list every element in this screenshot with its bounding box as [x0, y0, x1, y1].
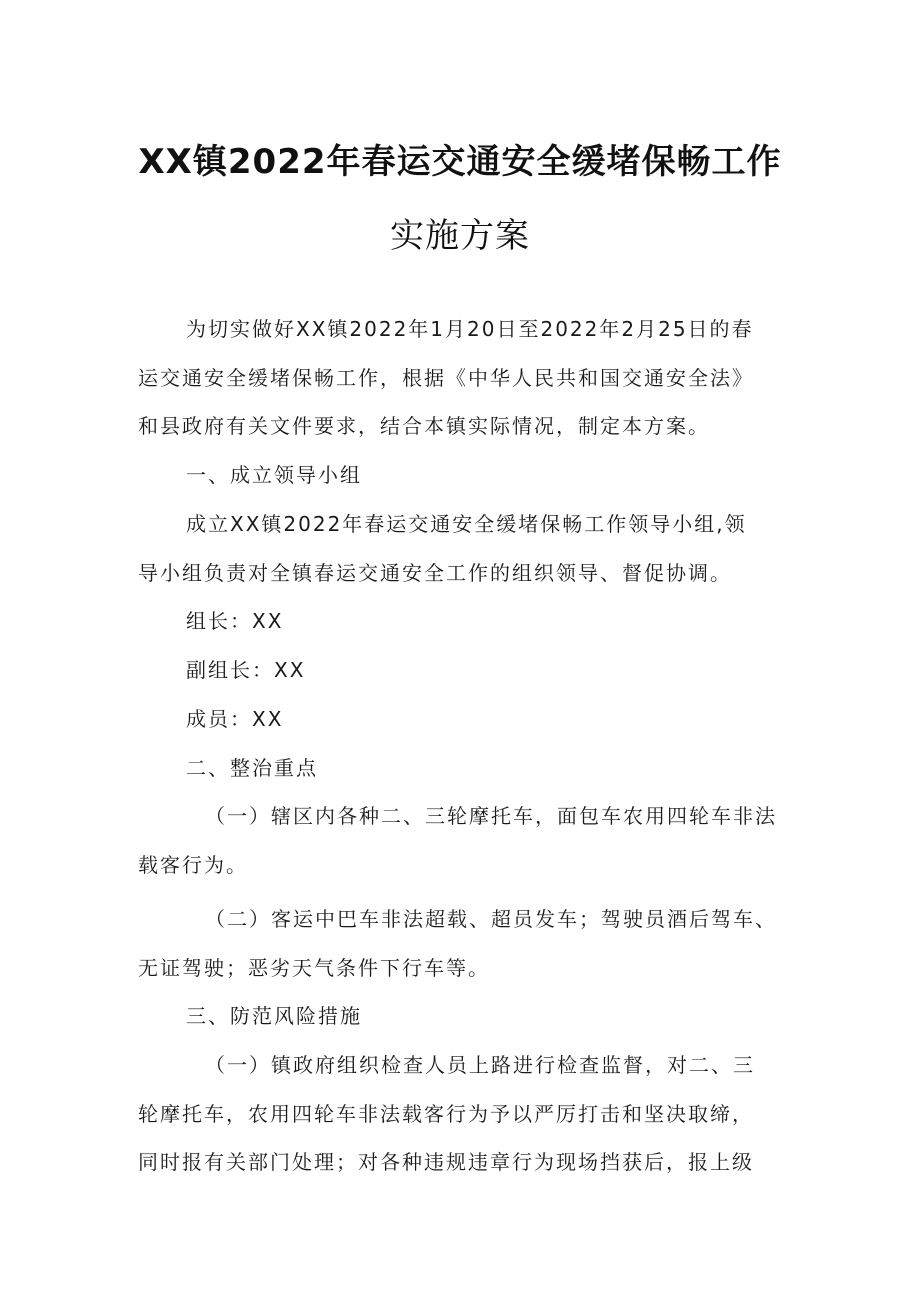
section3-heading: 三、防范风险措施 — [186, 1004, 362, 1028]
section2-item1-line-1: （一）辖区内各种二、三轮摩托车，面包车农用四轮车非法 — [205, 804, 777, 828]
intro-line-2: 运交通安全缓堵保畅工作，根据《中华人民共和国交通安全法》 — [138, 366, 754, 390]
section2-heading: 二、整治重点 — [186, 756, 318, 780]
section2-item1-line-2: 载客行为。 — [138, 853, 248, 877]
intro-line-1: 为切实做好XX镇2022年1月20日至2022年2月25日的春 — [186, 317, 754, 341]
deputy-leader-line: 副组长：XX — [186, 658, 306, 682]
section2-item2-line-2: 无证驾驶；恶劣天气条件下行车等。 — [138, 956, 490, 980]
section1-para-line-2: 导小组负责对全镇春运交通安全工作的组织领导、督促协调。 — [138, 561, 732, 585]
document-title-line1: XX镇2022年春运交通安全缓堵保畅工作 — [138, 142, 782, 182]
section1-heading: 一、成立领导小组 — [186, 463, 362, 487]
section2-item2-line-1: （二）客运中巴车非法超载、超员发车；驾驶员酒后驾车、 — [205, 907, 777, 931]
section1-para-line-1: 成立XX镇2022年春运交通安全缓堵保畅工作领导小组,领 — [186, 512, 747, 536]
intro-line-3: 和县政府有关文件要求，结合本镇实际情况，制定本方案。 — [138, 414, 710, 438]
section3-item1-line-1: （一）镇政府组织检查人员上路进行检查监督，对二、三 — [205, 1053, 755, 1077]
document-title-line2: 实施方案 — [390, 216, 530, 256]
section3-item1-line-3: 同时报有关部门处理；对各种违规违章行为现场挡获后，报上级 — [138, 1150, 754, 1174]
members-line: 成员：XX — [186, 707, 284, 731]
section3-item1-line-2: 轮摩托车，农用四轮车非法载客行为予以严厉打击和坚决取缔， — [138, 1102, 754, 1126]
leader-line: 组长：XX — [186, 609, 284, 633]
